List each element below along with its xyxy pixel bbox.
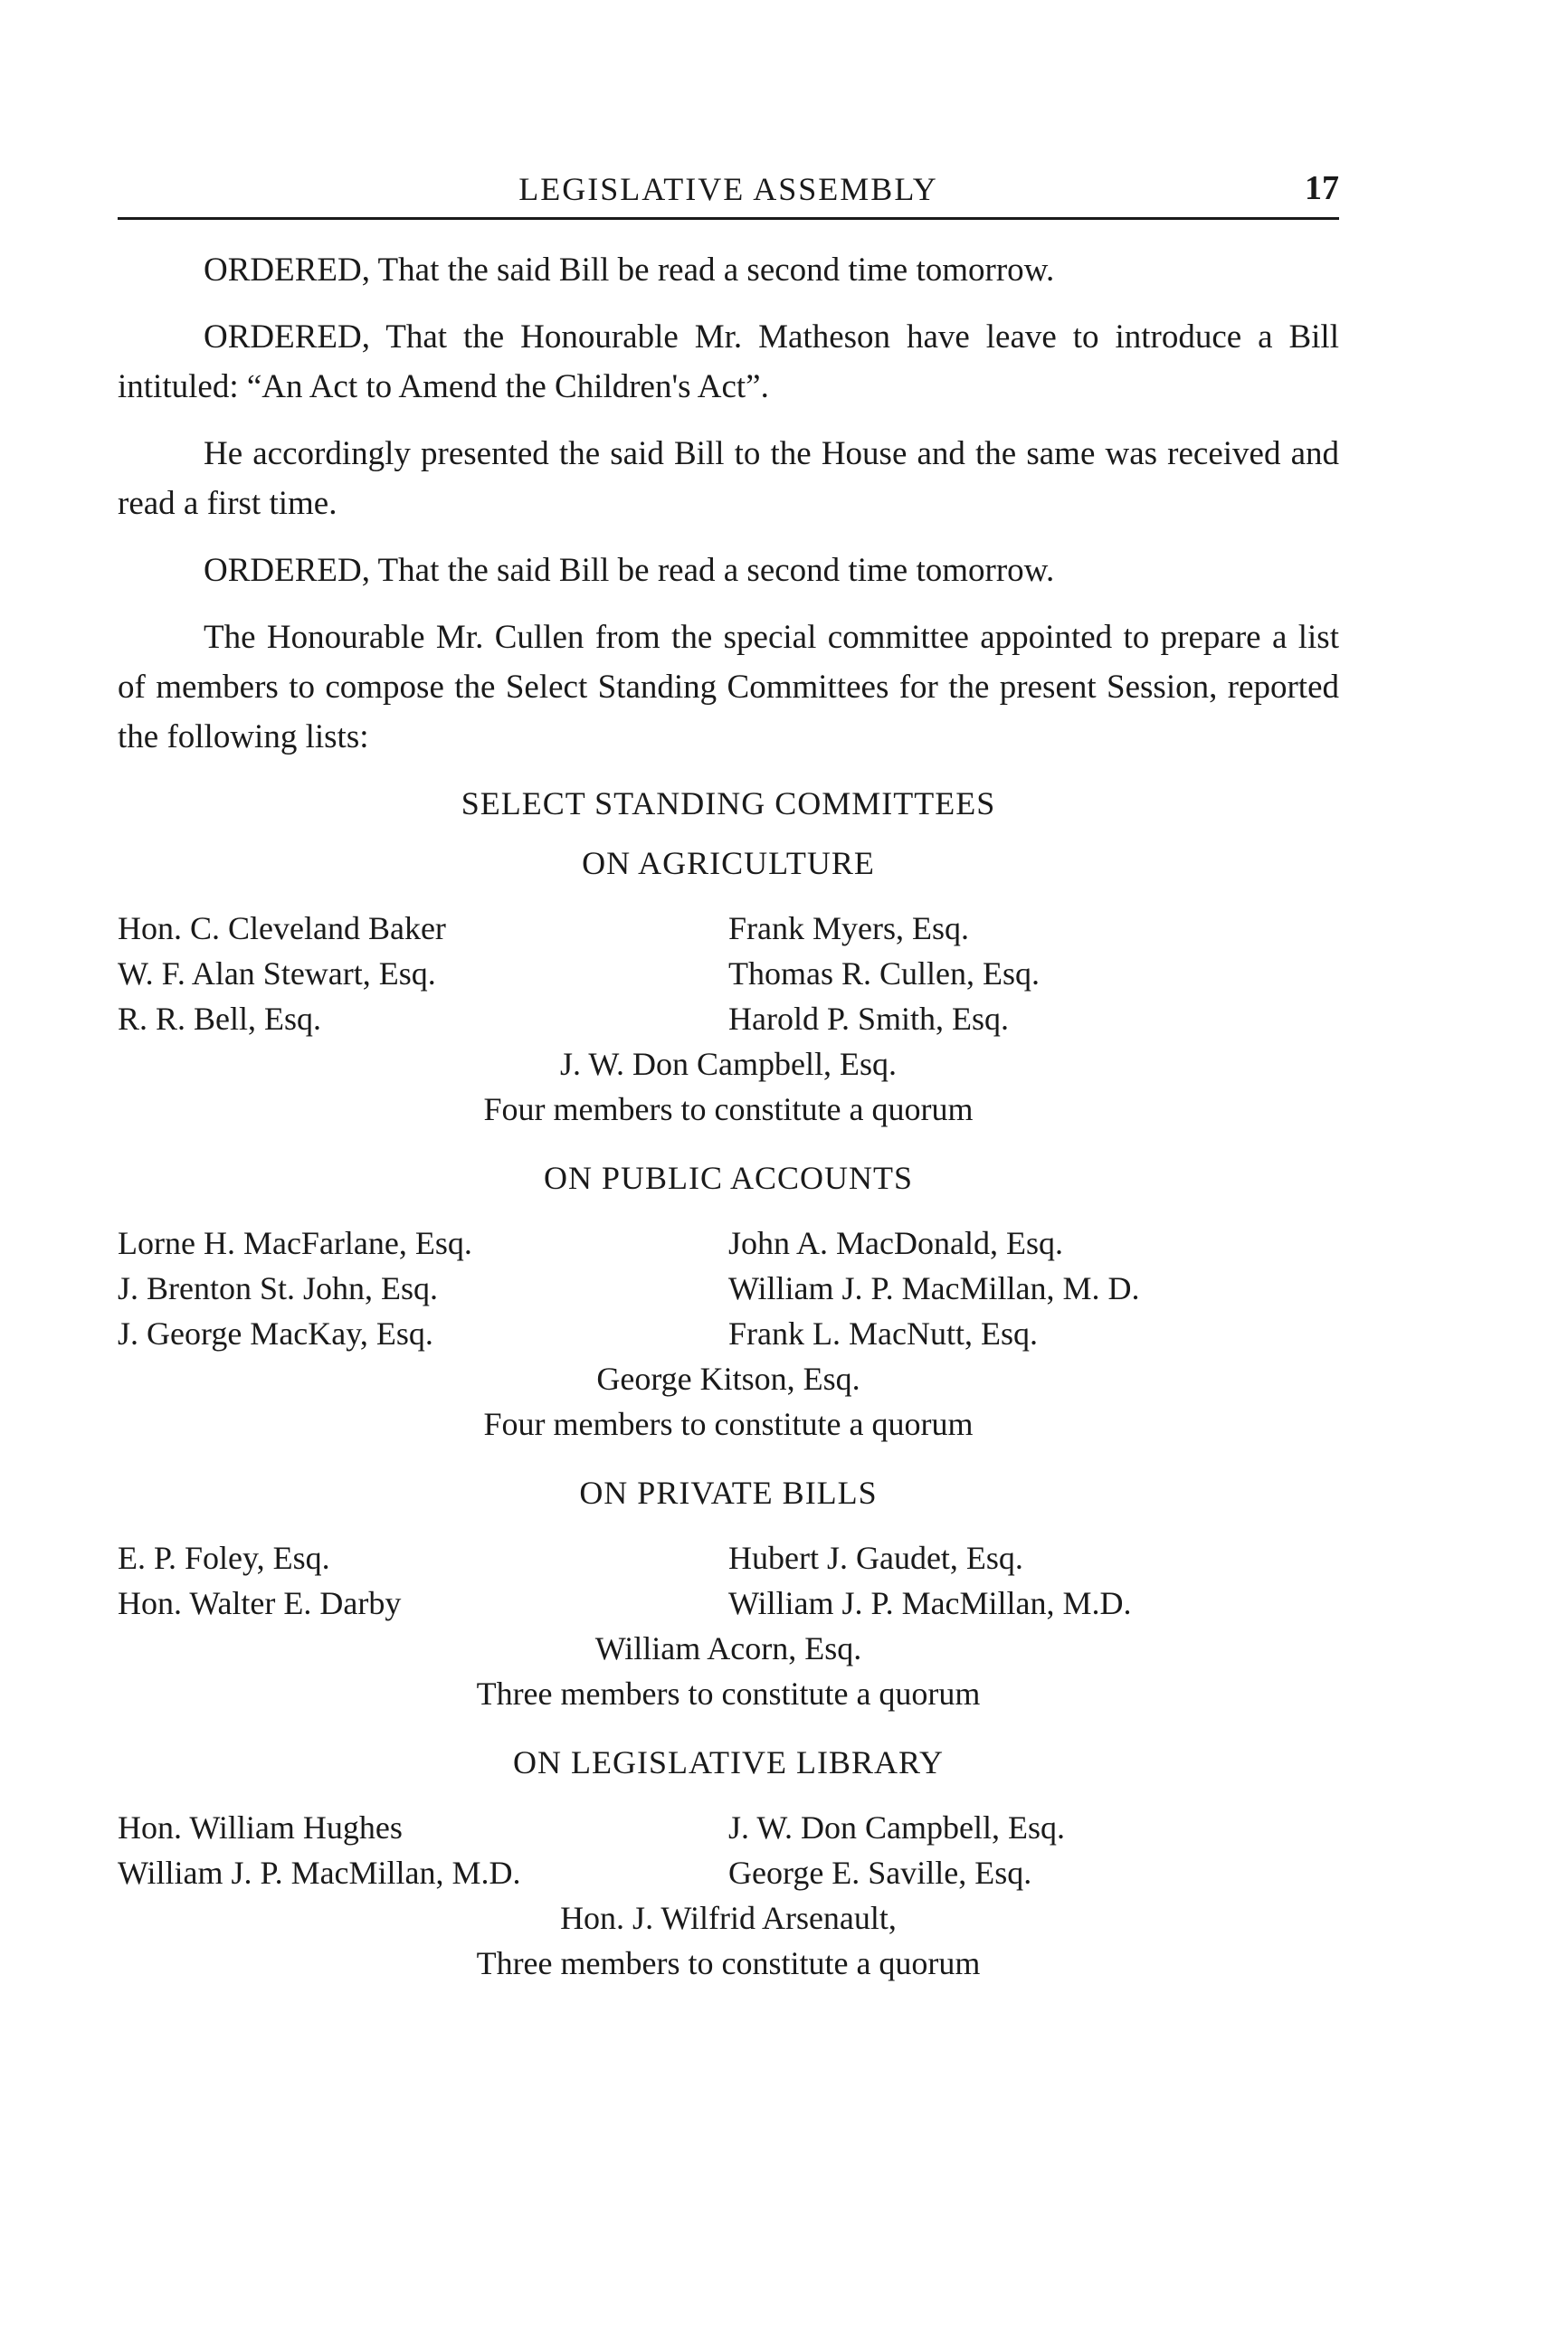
paragraph-ordered-second-reading-2: ORDERED, That the said Bill be read a second time tomorrow. <box>204 552 1055 589</box>
member-name: William J. P. MacMillan, M. D. <box>728 1270 1140 1306</box>
running-title: LEGISLATIVE ASSEMBLY <box>518 171 938 207</box>
member-name: William J. P. MacMillan, M.D. <box>118 1855 521 1891</box>
committee-title: ON PRIVATE BILLS <box>579 1475 878 1511</box>
member-name: J. W. Don Campbell, Esq. <box>728 1809 1066 1846</box>
member-name: Harold P. Smith, Esq. <box>728 1001 1010 1037</box>
committee-title: ON PUBLIC ACCOUNTS <box>543 1160 914 1196</box>
committee-agriculture <box>118 839 1339 1132</box>
member-name: Lorne H. MacFarlane, Esq. <box>118 1225 472 1261</box>
page-number: 17 <box>1305 169 1339 207</box>
member-column-right <box>728 1535 1339 1626</box>
journal-page <box>118 163 1339 1986</box>
running-head <box>118 163 1339 220</box>
paragraph-committee-report: The Honourable Mr. Cullen from the special committee appointed to prepare a list of members to compose the Select Standing Committees for the present Session, reported the following lists: <box>118 619 1339 755</box>
quorum-note: Four members to constitute a quorum <box>483 1406 974 1442</box>
member-column-left <box>118 1805 728 1895</box>
member-list <box>118 906 1339 1041</box>
member-list <box>118 1220 1339 1356</box>
member-column-right <box>728 1220 1339 1356</box>
member-name: R. R. Bell, Esq. <box>118 1001 322 1037</box>
member-column-right <box>728 906 1339 1041</box>
member-name: Thomas R. Cullen, Esq. <box>728 955 1040 992</box>
committee-legislative-library <box>118 1738 1339 1986</box>
committee-title: ON AGRICULTURE <box>582 845 875 881</box>
member-name: George E. Saville, Esq. <box>728 1855 1032 1891</box>
member-column-left <box>118 906 728 1041</box>
member-name-centered: J. W. Don Campbell, Esq. <box>559 1046 897 1082</box>
member-name: Hon. C. Cleveland Baker <box>118 910 446 946</box>
paragraph-leave-to-introduce: ORDERED, That the Honourable Mr. Matheson have leave to introduce a Bill intituled: “An Act to Amend the Children's Act”. <box>118 318 1339 405</box>
member-column-left <box>118 1535 728 1626</box>
committee-public-accounts <box>118 1154 1339 1447</box>
member-name: J. George MacKay, Esq. <box>118 1315 433 1352</box>
quorum-note: Four members to constitute a quorum <box>483 1091 974 1127</box>
committee-title: ON LEGISLATIVE LIBRARY <box>513 1744 944 1780</box>
member-name: Frank Myers, Esq. <box>728 910 969 946</box>
member-name: Hon. Walter E. Darby <box>118 1585 402 1621</box>
main-heading: SELECT STANDING COMMITTEES <box>461 785 996 821</box>
member-name: W. F. Alan Stewart, Esq. <box>118 955 436 992</box>
body-text <box>118 245 1339 762</box>
member-column-right <box>728 1805 1339 1895</box>
quorum-note: Three members to constitute a quorum <box>476 1945 981 1981</box>
committee-private-bills <box>118 1468 1339 1716</box>
quorum-note: Three members to constitute a quorum <box>476 1676 981 1712</box>
member-name: Frank L. MacNutt, Esq. <box>728 1315 1038 1352</box>
member-list <box>118 1805 1339 1895</box>
member-name: Hubert J. Gaudet, Esq. <box>728 1540 1023 1576</box>
member-name: John A. MacDonald, Esq. <box>728 1225 1063 1261</box>
member-name-centered: William Acorn, Esq. <box>594 1630 862 1666</box>
member-list <box>118 1535 1339 1626</box>
paragraph-ordered-second-reading-1: ORDERED, That the said Bill be read a second time tomorrow. <box>204 252 1055 289</box>
member-name: E. P. Foley, Esq. <box>118 1540 330 1576</box>
member-name: William J. P. MacMillan, M.D. <box>728 1585 1132 1621</box>
member-column-left <box>118 1220 728 1356</box>
member-name: J. Brenton St. John, Esq. <box>118 1270 439 1306</box>
member-name: Hon. William Hughes <box>118 1809 403 1846</box>
member-name-centered: George Kitson, Esq. <box>596 1361 860 1397</box>
member-name-centered: Hon. J. Wilfrid Arsenault, <box>560 1900 897 1936</box>
paragraph-first-reading: He accordingly presented the said Bill to the House and the same was received and read a first time. <box>118 435 1339 522</box>
